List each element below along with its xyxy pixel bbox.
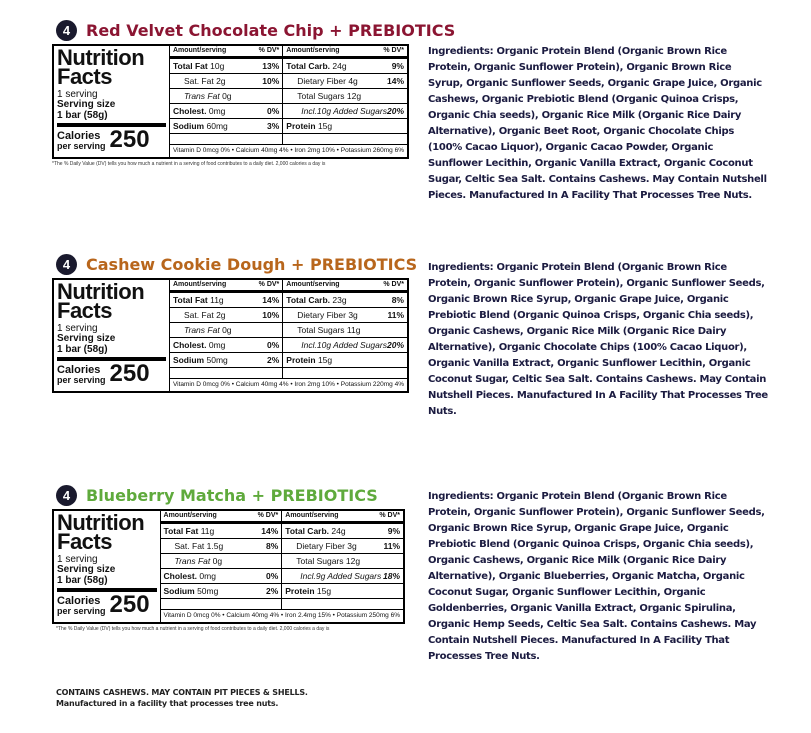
vitamins-row: Vitamin D 0mcg 0% • Calcium 40mg 4% • Iron 2mg 10% • Potassium 220mg 4% [170,378,407,391]
nutrient-dv: 10% [262,76,280,86]
nutrient-row [283,119,407,134]
nutrient-dv: 0% [265,571,279,581]
nutrient-name: Sat. Fat [183,310,214,320]
nutrient-dv: 18% [383,571,401,581]
dv-header: % DV* [257,512,279,519]
nutrient-name: Dietary Fiber [297,310,346,320]
dv-header: % DV* [383,281,404,288]
product-title: Blueberry Matcha + PREBIOTICS [86,485,378,505]
nutrient-name: Sat. Fat [183,76,214,86]
nutrient-dv: 3% [266,121,280,131]
nutrition-heading [57,45,166,89]
nutrient-amount: 0mg [208,340,226,350]
nutrient-amount: 60mg [206,121,228,131]
product-title: Red Velvet Chocolate Chip + PREBIOTICS [86,20,456,40]
nutrient-name: Trans Fat [183,325,220,335]
nutrient-amount: 15g [317,355,333,365]
column-header [170,280,282,293]
nutrient-amount: 10g [210,61,225,71]
nutrient-amount: 11g [346,325,361,335]
nutrient-amount: 12g [346,91,362,101]
nutrient-row [161,584,282,599]
amount-header: Amount/serving [163,512,217,519]
nutrient-name: Sodium [172,121,205,131]
nutrition-heading [57,279,166,323]
ingredients-list: Organic Protein Blend (Organic Brown Rice Protein, Organic Sunflower Protein), Organic Sunflower Seeds, Organic Brown Rice Syrup, Organic Grape Juice, Organic Prebiotic Blend (Organic Quinoa Crisps, Organic Chia seeds), Organic Cashews, Organic Rice Milk (Organic Rice Dairy Alternative), Organic Blueberries, Organic Matcha, Organic Coconut Sugar, Organic Sunflower Lecithin, Organic Goldenberries, Organic Vanilla Extract, Organic Spirulina, Organic Hemp Seeds, Celtic Sea Salt. Contains Cashews. May Contain Nutshell Pieces. Manufactured In A Facility That Processes Tree Nuts. [428,491,765,662]
ingredients-label: Ingredients: [428,262,494,273]
vitamins-row: Vitamin D 0mcg 0% • Calcium 40mg 4% • Iron 2mg 10% • Potassium 260mg 6% [170,144,407,157]
nutrient-dv: 0% [266,340,280,350]
nutrient-dv: 14% [262,295,280,305]
nutrient-name: Total Sugars [297,91,345,101]
ingredients-text [428,44,768,204]
nutrient-row [170,308,282,323]
nutrient-row [170,89,282,104]
nutrient-dv: 8% [265,541,279,551]
dv-header: % DV* [383,47,404,54]
nutrient-dv: 11% [387,310,404,320]
serving-size-value: 1 bar (58g) [57,575,157,592]
nutrient-name: Dietary Fiber [297,76,346,86]
calories-label [57,596,106,616]
heading-line1: Nutrition [57,279,145,304]
count-badge: 4 [56,254,77,275]
nutrient-row [170,104,282,119]
nutrient-row [283,338,407,353]
amount-header: Amount/serving [286,281,340,288]
nutrient-amount: 2g [216,310,226,320]
count-badge: 4 [56,20,77,41]
serving-size-label: Serving size [57,99,116,110]
dv-header: % DV* [258,281,280,288]
nutrient-row [282,554,403,569]
nutrient-dv: 14% [386,76,404,86]
nutrient-table [170,280,407,391]
calories-label [57,365,106,385]
nutrient-dv: 2% [265,586,279,596]
nutrient-name: Incl.10g Added Sugars [301,106,387,116]
product-title-row [56,250,417,278]
nutrient-name: Total Fat [172,61,208,71]
nutrient-name: Sodium [172,355,205,365]
heading-line1: Nutrition [57,510,145,535]
nutrient-row [282,539,403,554]
calories-label-text: Calories [57,130,101,142]
amount-header: Amount/serving [172,281,227,288]
nutrient-amount: 3g [348,310,358,320]
nutrient-amount: 4g [348,76,358,86]
nutrient-dv: 9% [387,526,401,536]
nutrition-summary [54,46,170,157]
nutrient-name: Total Sugars [297,325,345,335]
heading-line2: Facts [57,298,112,323]
nutrient-name: Sodium [163,586,195,596]
nutrition-facts-panel [52,278,409,393]
calories-label-text: Calories [57,364,101,376]
calories-sub-text: per serving [57,141,106,151]
nutrient-amount: 50mg [206,355,228,365]
nutrient-column-left [170,280,282,378]
nutrient-name: Incl.10g Added Sugars [301,340,387,350]
nutrient-name: Sat. Fat [174,541,205,551]
nutrient-name: Protein [286,121,316,131]
calories-label-text: Calories [57,595,101,607]
nutrient-amount: 2g [216,76,226,86]
nutrient-row [170,59,282,74]
nutrient-table [170,46,407,157]
nutrient-amount: 15g [316,586,332,596]
nutrient-dv: 11% [383,541,401,551]
count-badge: 4 [56,485,77,506]
nutrient-column-right [281,511,403,609]
nutrient-row [282,584,403,599]
calories-block [57,591,157,618]
nutrient-name: Incl.9g Added Sugars [300,571,382,581]
nutrient-row [161,554,282,569]
calories-sub-text: per serving [57,606,106,616]
calories-sub-text: per serving [57,375,106,385]
column-header [283,46,407,59]
nutrient-amount: 0mg [199,571,216,581]
nutrient-amount: 11g [200,526,215,536]
nutrient-name: Cholest. [163,571,198,581]
nutrient-dv: 13% [262,61,280,71]
nutrient-row [170,323,282,338]
nutrient-name: Dietary Fiber [296,541,345,551]
nutrient-amount: 23g [332,295,347,305]
daily-value-footnote: *The % Daily Value (DV) tells you how much a nutrient in a serving of food contributes to a daily diet. 2,000 calories a day is [52,161,326,167]
calories-value: 250 [109,591,150,618]
nutrition-facts-panel [52,509,405,624]
nutrient-name: Trans Fat [174,556,211,566]
nutrient-name: Total Carb. [286,295,331,305]
nutrient-row [282,524,403,539]
serving-size-label: Serving size [57,564,116,575]
daily-value-footnote-bottom: *The % Daily Value (DV) tells you how much a nutrient in a serving of food contributes to a daily diet. 2,000 calories a day is [56,626,330,632]
ingredients-label: Ingredients: [428,46,494,57]
nutrient-name: Cholest. [172,340,207,350]
nutrient-amount: 0g [222,91,232,101]
calories-block [57,360,166,387]
nutrient-row [283,308,407,323]
nutrient-dv: 9% [391,61,404,71]
vitamins-row: Vitamin D 0mcg 0% • Calcium 40mg 4% • Iron 2.4mg 15% • Potassium 250mg 6% [161,609,403,622]
servings-count: 1 serving [57,89,98,100]
nutrient-row [161,524,282,539]
nutrient-dv: 14% [261,526,279,536]
nutrition-facts-panel [52,44,409,159]
nutrient-row [283,323,407,338]
ingredients-list: Organic Protein Blend (Organic Brown Rice Protein, Organic Sunflower Protein), Organic Sunflower Seeds, Organic Brown Rice Syrup, Organic Grape Juice, Organic Prebiotic Blend (Organic Quinoa Crisps, Organic Chia seeds), Organic Cashews, Organic Rice Milk (Organic Rice Dairy Alternative), Organic Chocolate Chips (100% Cacao Liquor), Organic Vanilla Extract, Organic Sunflower Lecithin, Organic Coconut Sugar, Celtic Sea Salt. Contains Cashews. May Contain Nutshell Pieces. Manufactured In A Facility That Processes Tree Nuts. [428,262,768,417]
amount-header: Amount/serving [286,47,340,54]
nutrient-amount: 0g [222,325,232,335]
nutrient-row [170,293,282,308]
nutrient-name: Trans Fat [183,91,220,101]
nutrient-row [170,74,282,89]
nutrient-row [282,569,403,584]
serving-size-label: Serving size [57,333,116,344]
serving-size-value: 1 bar (58g) [57,110,166,127]
nutrient-name: Total Sugars [296,556,344,566]
calories-value: 250 [109,360,150,387]
ingredients-text [428,260,768,420]
nutrient-row [283,293,407,308]
nutrient-name: Total Fat [163,526,199,536]
nutrient-dv: 10% [262,310,280,320]
ingredients-list: Organic Protein Blend (Organic Brown Rice Protein, Organic Sunflower Protein), Organic Brown Rice Syrup, Organic Sunflower Seeds, Organic Grape Juice, Organic Cashews, Organic Prebiotic Blend (Organic Quinoa Crisps, Organic Chia seeds), Organic Rice Milk (Organic Rice Dairy Alternative), Organic Beet Root, Organic Chocolate Chips (100% Cacao Liquor), Organic Cacao Powder, Organic Sunflower Lecithin, Organic Vanilla Extract, Organic Coconut Sugar, Celtic Sea Salt. Contains Cashews. May Contain Nutshell Pieces. Manufactured In A Facility That Processes Tree Nuts. [428,46,767,201]
nutrient-row [170,338,282,353]
nutrient-name: Total Carb. [286,61,331,71]
column-header [161,511,282,524]
nutrient-amount: 15g [317,121,333,131]
product-title-row [56,16,455,44]
nutrient-row [161,569,282,584]
ingredients-label: Ingredients: [428,491,494,502]
nutrient-amount: 0g [212,556,223,566]
nutrient-row [283,353,407,368]
nutrient-amount: 12g [345,556,361,566]
nutrient-row [170,353,282,368]
nutrient-name: Total Carb. [285,526,330,536]
allergen-warning [56,687,308,709]
column-header [282,511,403,524]
ingredients-text [428,489,768,665]
dv-header: % DV* [258,47,280,54]
nutrient-amount: 3g [347,541,357,551]
amount-header: Amount/serving [285,512,339,519]
calories-value: 250 [109,126,150,153]
nutrient-amount: 11g [210,295,224,305]
nutrient-amount: 50mg [197,586,219,596]
heading-line2: Facts [57,529,112,554]
nutrient-name: Cholest. [172,106,207,116]
nutrient-row [283,59,407,74]
nutrient-row [170,119,282,134]
product-title-row [56,481,378,509]
dv-header: % DV* [379,512,401,519]
heading-line2: Facts [57,64,112,89]
nutrient-dv: 0% [266,106,280,116]
calories-block [57,126,166,153]
nutrient-row [161,539,282,554]
heading-line1: Nutrition [57,45,145,70]
nutrient-column-right [282,280,407,378]
column-header [170,46,282,59]
nutrient-dv: 20% [386,340,404,350]
nutrient-amount: 24g [332,61,347,71]
product-title: Cashew Cookie Dough + PREBIOTICS [86,254,418,274]
nutrient-column-left [170,46,282,144]
nutrient-table [161,511,403,622]
nutrient-amount: 1.5g [206,541,224,551]
warning-line2: Manufactured in a facility that processes tree nuts. [56,699,279,708]
nutrient-row [283,74,407,89]
serving-size-value: 1 bar (58g) [57,344,166,361]
nutrient-dv: 8% [391,295,404,305]
calories-label [57,131,106,151]
nutrient-name: Protein [286,355,316,365]
nutrient-amount: 24g [331,526,346,536]
nutrient-column-right [282,46,407,144]
nutrition-heading [57,510,157,554]
servings-count: 1 serving [57,554,98,565]
nutrient-row [283,104,407,119]
nutrient-amount: 0mg [208,106,226,116]
nutrient-dv: 20% [386,106,404,116]
nutrient-name: Total Fat [172,295,208,305]
amount-header: Amount/serving [172,47,227,54]
nutrient-dv: 2% [266,355,280,365]
warning-line1: CONTAINS CASHEWS. MAY CONTAIN PIT PIECES & SHELLS. [56,688,308,697]
nutrient-column-left [161,511,282,609]
servings-count: 1 serving [57,323,98,334]
nutrient-row [283,89,407,104]
nutrition-summary [54,511,161,622]
nutrition-summary [54,280,170,391]
column-header [283,280,407,293]
nutrient-name: Protein [285,586,315,596]
